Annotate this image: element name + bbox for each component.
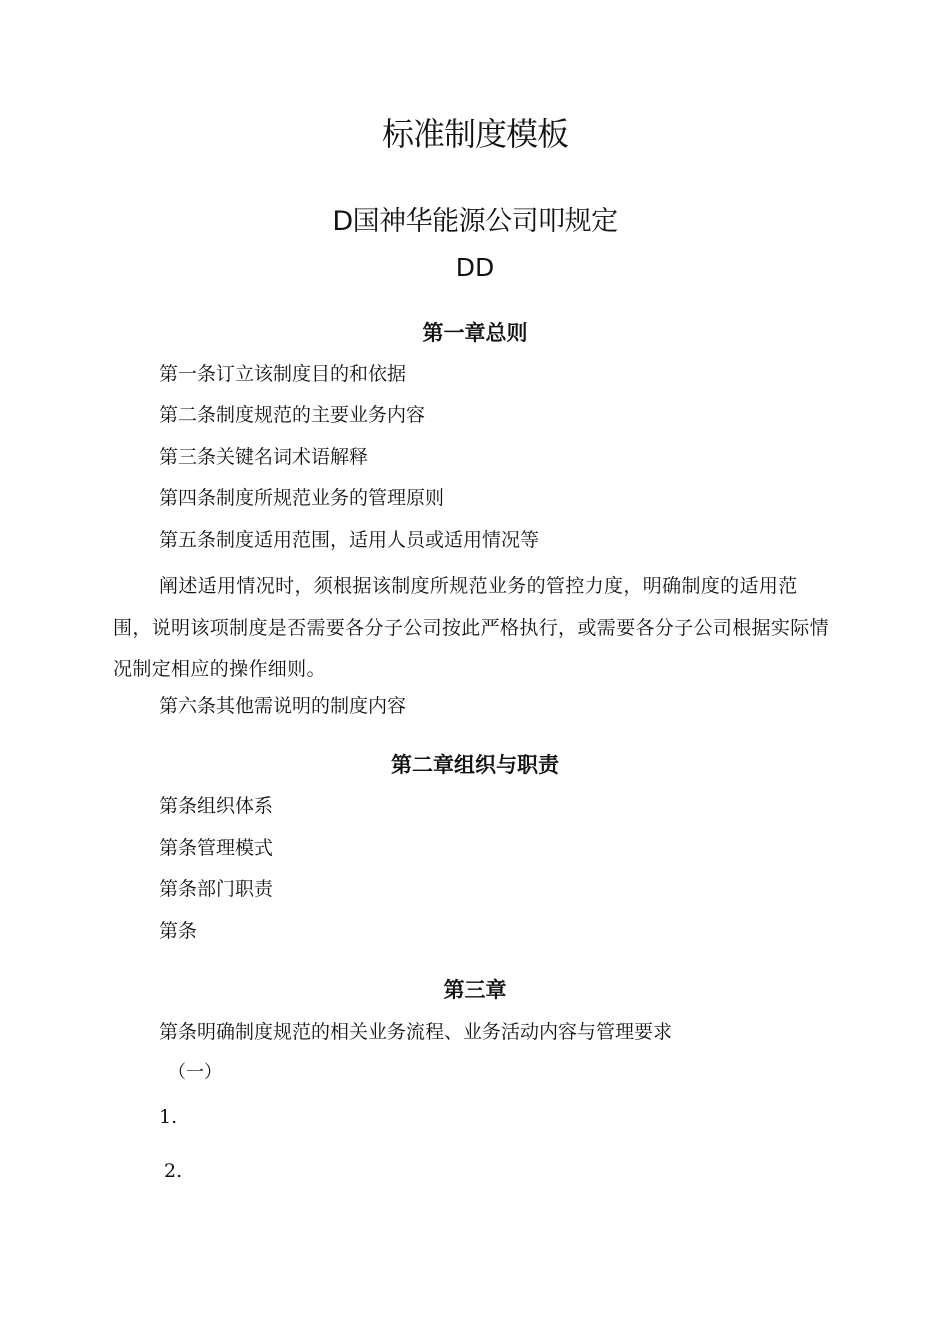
chapter-1-article-6: 第六条其他需说明的制度内容 xyxy=(159,695,407,717)
regulation-title: D国神华能源公司叩规定 xyxy=(332,206,618,237)
chapter-1-article-2: 第二条制度规范的主要业务内容 xyxy=(159,404,426,426)
chapter-2-article-department-duties: 第条部门职责 xyxy=(159,878,274,900)
chapter-1-article-4: 第四条制度所规范业务的管理原则 xyxy=(159,487,445,509)
chapter-3-article: 第条明确制度规范的相关业务流程、业务活动内容与管理要求 xyxy=(159,1021,673,1043)
chapter-1-article-3: 第三条关键名词术语解释 xyxy=(159,446,369,468)
regulation-subtitle: DD xyxy=(455,253,495,282)
chapter-3-item-1: 1. xyxy=(159,1106,178,1128)
chapter-1-article-1: 第一条订立该制度目的和依据 xyxy=(159,363,407,385)
scope-explanation-paragraph: 阐述适用情况时，须根据该制度所规范业务的管控力度，明确制度的适用范围，说明该项制度是否需要各分子公司按此严格执行，或需要各分子公司根据实际情况制定相应的操作细则。 xyxy=(113,575,829,680)
chapter-2-article-management-mode: 第条管理模式 xyxy=(159,837,274,859)
chapter-3-item-2: 2. xyxy=(164,1160,183,1182)
document-title: 标准制度模板 xyxy=(381,115,568,153)
chapter-1-article-5: 第五条制度适用范围，适用人员或适用情况等 xyxy=(159,529,540,551)
chapter-1-heading: 第一章总则 xyxy=(422,321,528,345)
chapter-3-heading: 第三章 xyxy=(443,978,507,1002)
chapter-2-article-blank: 第条 xyxy=(159,920,198,942)
chapter-3-section: （一） xyxy=(168,1062,222,1083)
chapter-2-heading: 第二章组织与职责 xyxy=(391,753,559,777)
chapter-2-article-organization: 第条组织体系 xyxy=(159,795,274,817)
